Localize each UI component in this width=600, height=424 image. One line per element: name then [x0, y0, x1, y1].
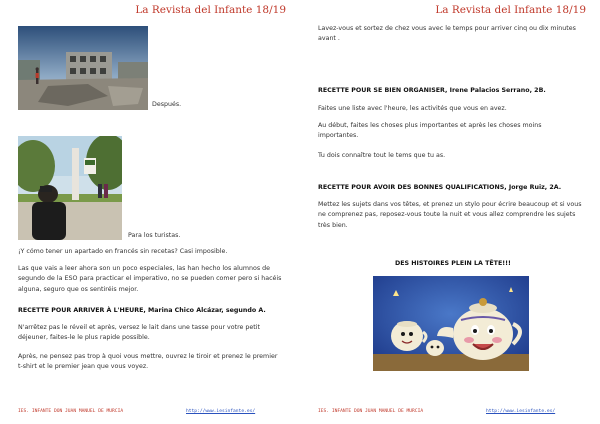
footer-school: IES. INFANTE DON JUAN MANUEL DE MURCIA: [318, 409, 424, 414]
tourists-photo: [18, 136, 122, 240]
recipe-organize-paragraph-2: Au début, faites les choses plus importantes et après les choses moins importantes.: [318, 122, 542, 140]
recipe-organize-title: RECETTE POUR SE BIEN ORGANISER, Irene Palacios Serrano, 2B.: [318, 87, 546, 94]
recipe-organize-paragraph-3: Tu dois connaître tout le tems que tu as.: [318, 152, 446, 159]
recipe-arrive-paragraph-3: Lavez-vous et sortez de chez vous avec le temps pour arriver cinq ou dix minutes avant .: [318, 25, 576, 43]
photo-caption-tourists: Para los turistas.: [128, 232, 181, 239]
recipe-arrive-paragraph-1: N'arrêtez pas le réveil et après, versez le lait dans une tasse pour votre petit déjeuner, faites-le le plus rapide possible.: [18, 324, 260, 342]
ruined-building-photo: [18, 26, 148, 110]
photo-caption-after: Después.: [152, 101, 182, 108]
footer-url-link[interactable]: http://www.iesinfante.es/: [186, 409, 256, 414]
recipe-grades-paragraph: Mettez les sujets dans vos têtes, et prenez un stylo pour écrire beaucoup et si vous ne comprenez pas, reposez-vous toute la nuit et vous allez comprendre les sujets très bien.: [318, 201, 582, 229]
page-header-title: La Revista del Infante 18/19: [135, 4, 286, 16]
page-header-title: La Revista del Infante 18/19: [435, 4, 586, 16]
recipe-arrive-paragraph-2: Après, ne pensez pas trop à quoi vous mettre, ouvrez le tiroir et prenez le premier t-shirt et le premier jean que vous voyez.: [18, 353, 278, 371]
recipe-arrive-title: RECETTE POUR ARRIVER À L'HEURE, Marina Chico Alcázar, segundo A.: [18, 307, 266, 314]
stories-title: DES HISTOIRES PLEIN LA TÊTE!!!: [395, 260, 511, 267]
recipe-grades-title: RECETTE POUR AVOIR DES BONNES QUALIFICATIONS, Jorge Ruiz, 2A.: [318, 184, 562, 191]
intro-question: ¡Y cómo tener un apartado en francés sin recetas? Casi imposible.: [18, 248, 228, 255]
intro-paragraph: Las que vais a leer ahora son un poco especiales, las han hecho los alumnos de segundo de la ESO para practicar el imperativo, no se pueden comer pero si hacéis alguna, seguro que os sentiréis mejor.: [18, 265, 282, 293]
page-right: [300, 0, 600, 424]
teapot-cartoon-illustration: [373, 276, 529, 371]
footer-url-link[interactable]: http://www.iesinfante.es/: [486, 409, 556, 414]
footer-school: IES. INFANTE DON JUAN MANUEL DE MURCIA: [18, 409, 124, 414]
recipe-organize-paragraph-1: Faites une liste avec l'heure, les activités que vous en avez.: [318, 105, 507, 112]
